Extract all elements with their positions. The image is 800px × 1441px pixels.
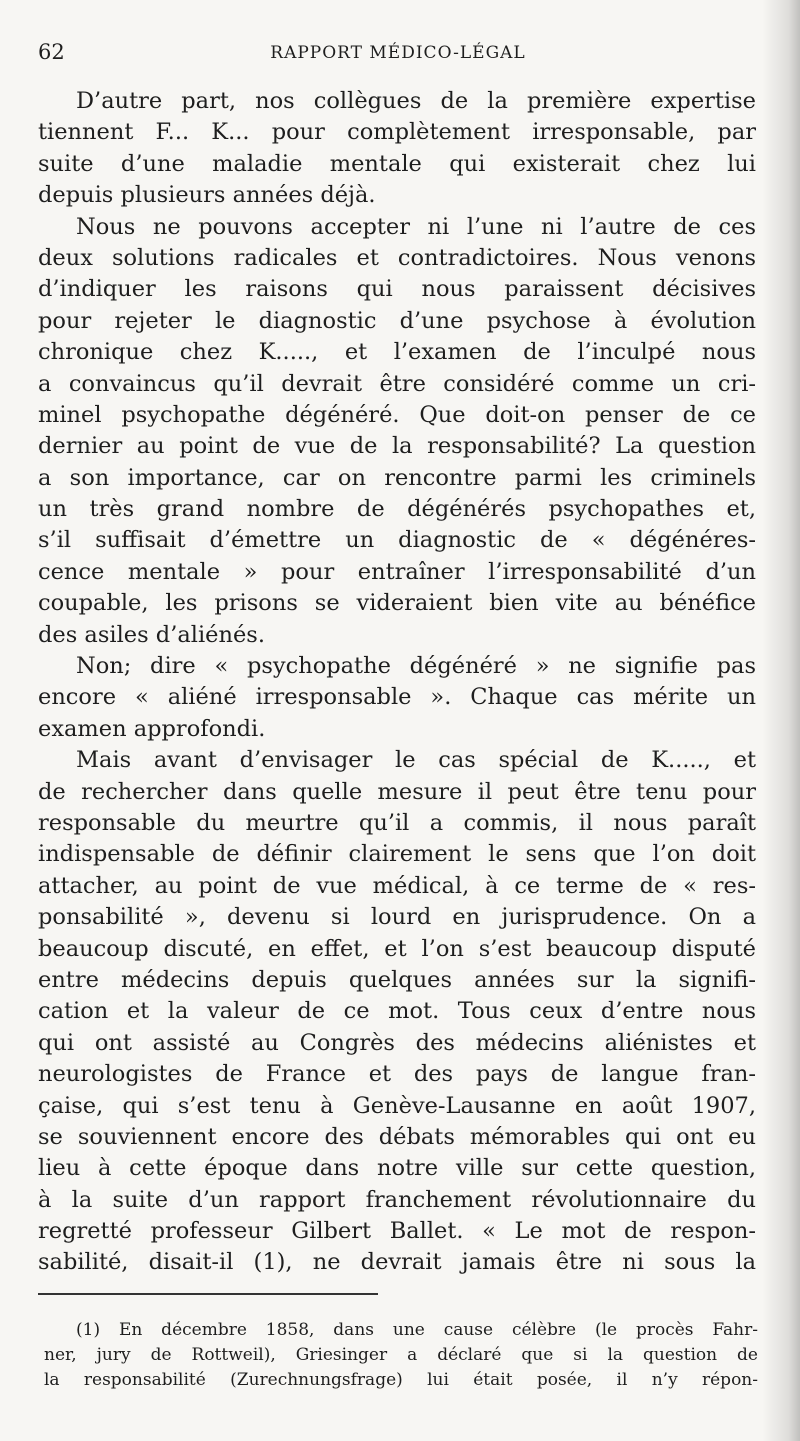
text-line: çaise, qui s’est tenu à Genève-Lausanne en août 1907, [38,1092,756,1119]
footnote-line: la responsabilité (Zurechnungsfrage) lui était posée, il n’y répon- [44,1370,758,1390]
page-header [38,40,758,70]
text-line: examen approfondi. [38,715,266,742]
text-line: a son importance, car on rencontre parmi les criminels [38,464,756,491]
text-line: depuis plusieurs années déjà. [38,182,376,209]
text-line: coupable, les prisons se videraient bien vite au bénéfice [38,590,756,617]
footnote-line: (1) En décembre 1858, dans une cause célèbre (le procès Fahr- [76,1320,758,1340]
text-line: à la suite d’un rapport franchement révolutionnaire du [38,1186,756,1213]
text-line: cence mentale » pour entraîner l’irresponsabilité d’un [38,558,756,585]
text-line: un très grand nombre de dégénérés psychopathes et, [38,496,756,523]
text-line: regretté professeur Gilbert Ballet. « Le mot de respon- [38,1218,756,1245]
text-line: lieu à cette époque dans notre ville sur cette question, [38,1155,756,1182]
text-line: chronique chez K....., et l’examen de l’inculpé nous [38,339,756,366]
text-line: dernier au point de vue de la responsabilité? La question [38,433,756,460]
page-edge-shadow [762,0,800,1441]
text-line: s’il suffisait d’émettre un diagnostic de « dégénéres- [38,527,756,554]
text-line: minel psychopathe dégénéré. Que doit-on penser de ce [38,401,756,428]
footnote-line: ner, jury de Rottweil), Griesinger a déclaré que si la question de [44,1345,758,1365]
text-line: d’indiquer les raisons qui nous paraissent décisives [38,276,756,303]
running-title: RAPPORT MÉDICO-LÉGAL [270,43,526,63]
text-line: se souviennent encore des débats mémorables qui ont eu [38,1123,756,1150]
text-line: encore « aliéné irresponsable ». Chaque cas mérite un [38,684,756,711]
text-line: pour rejeter le diagnostic d’une psychose à évolution [38,307,756,334]
text-line: D’autre part, nos collègues de la première expertise [76,88,756,114]
body-text [38,86,756,1279]
text-line: des asiles d’aliénés. [38,621,265,648]
text-line: de rechercher dans quelle mesure il peut être tenu pour [38,778,756,805]
page-number: 62 [38,40,65,64]
text-line: Mais avant d’envisager le cas spécial de K....., et [76,747,756,774]
text-line: tiennent F... K... pour complètement irresponsable, par [38,119,756,146]
text-line: Nous ne pouvons accepter ni l’une ni l’autre de ces [76,213,756,240]
text-line: cation et la valeur de ce mot. Tous ceux d’entre nous [38,998,756,1025]
text-line: Non; dire « psychopathe dégénéré » ne signifie pas [76,653,756,680]
text-line: entre médecins depuis quelques années sur la signifi- [38,966,756,993]
text-line: ponsabilité », devenu si lourd en jurisprudence. On a [38,904,756,931]
text-line: deux solutions radicales et contradictoires. Nous venons [38,244,756,271]
footnote-rule [38,1293,378,1295]
text-line: attacher, au point de vue médical, à ce terme de « res- [38,872,756,899]
footnote [44,1318,758,1393]
text-line: qui ont assisté au Congrès des médecins aliénistes et [38,1029,756,1056]
text-line: responsable du meurtre qu’il a commis, il nous paraît [38,809,756,836]
text-line: indispensable de définir clairement le sens que l’on doit [38,841,756,868]
text-line: beaucoup discuté, en effet, et l’on s’est beaucoup disputé [38,935,756,962]
text-line: a convaincus qu’il devrait être considéré comme un cri- [38,370,756,397]
text-line: sabilité, disait-il (1), ne devrait jamais être ni sous la [38,1249,756,1276]
text-line: suite d’une maladie mentale qui existerait chez lui [38,150,756,177]
text-line: neurologistes de France et des pays de langue fran- [38,1061,756,1088]
